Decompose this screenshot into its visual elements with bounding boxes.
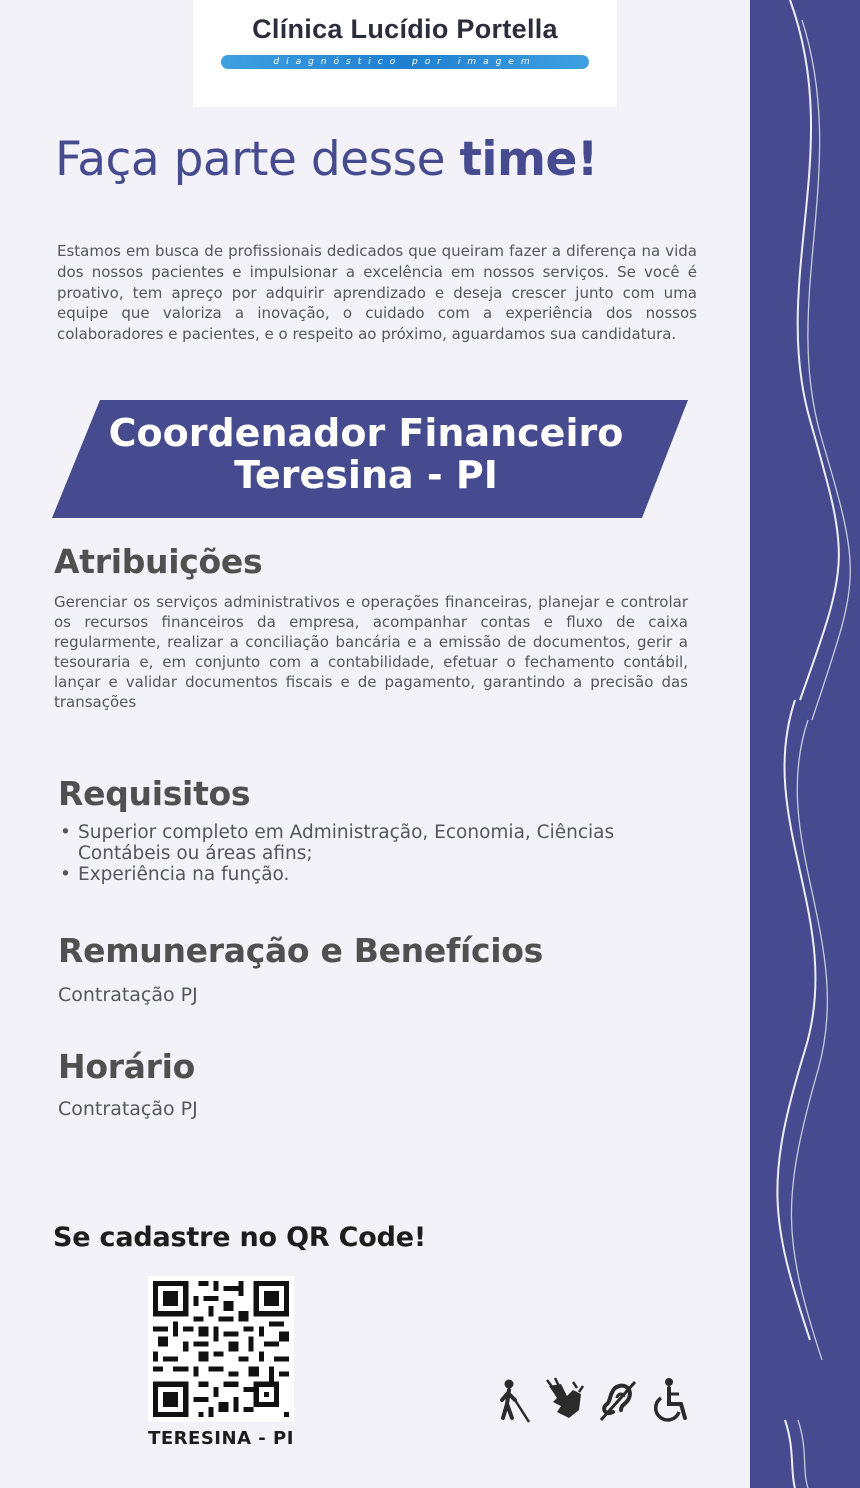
qr-location-label: TERESINA - PI <box>148 1428 294 1449</box>
atribuicoes-text: Gerenciar os serviços administrativos e operações financeiras, planejar e controlar os recursos financeiros da empresa, acompanhar contas e fluxo de caixa regularmente, realizar a conciliação bancária e a emissão de documentos, gerir a tesouraria e, em conjunto com a contabilidade, efetuar o fechamento contábil, lançar e validar documentos fiscais e de pagamento, garantindo a precisão das transações <box>54 593 688 711</box>
decorative-side-band <box>750 0 860 1488</box>
list-item: • Experiência na função. <box>58 864 698 885</box>
qr-call-to-action: Se cadastre no QR Code! <box>53 1222 426 1253</box>
page-headline <box>55 132 735 187</box>
qr-code-graphic <box>148 1276 294 1422</box>
wavy-lines-decoration <box>750 0 860 1488</box>
list-item: • Superior completo em Administração, Economia, Ciências Contábeis ou áreas afins; <box>58 822 698 864</box>
requisitos-list <box>58 822 698 885</box>
sign-language-icon <box>543 1376 589 1424</box>
visually-impaired-icon <box>495 1376 541 1424</box>
job-location: Teresina - PI <box>234 453 498 497</box>
remuneracao-text: Contratação PJ <box>58 984 198 1006</box>
logo-tagline: diagnóstico por imagem <box>221 55 589 69</box>
qr-code[interactable] <box>148 1276 294 1422</box>
wheelchair-icon <box>647 1376 693 1424</box>
horario-heading: Horário <box>58 1047 195 1086</box>
horario-text: Contratação PJ <box>58 1098 198 1120</box>
headline-regular: Faça parte desse <box>55 132 460 187</box>
remuneracao-heading: Remuneração e Benefícios <box>58 931 544 970</box>
headline-bold: time! <box>459 132 598 187</box>
hearing-impaired-icon <box>595 1376 641 1424</box>
job-title-banner <box>52 400 688 518</box>
intro-paragraph: Estamos em busca de profissionais dedicados que queiram fazer a diferença na vida dos nossos pacientes e impulsionar a excelência em nossos serviços. Se você é proativo, tem apreço por adquirir aprendizado e deseja crescer junto com uma equipe que valoriza a inovação, o cuidado com a experiência dos nossos colaboradores e pacientes, e o respeito ao próximo, aguardamos sua candidatura. <box>57 242 697 344</box>
requisitos-heading: Requisitos <box>58 774 251 813</box>
logo-name: Clínica Lucídio Portella <box>252 14 558 44</box>
job-title: Coordenador Financeiro <box>108 411 624 455</box>
clinic-logo <box>193 0 617 107</box>
atribuicoes-heading: Atribuições <box>54 542 263 581</box>
accessibility-icons <box>495 1376 700 1424</box>
